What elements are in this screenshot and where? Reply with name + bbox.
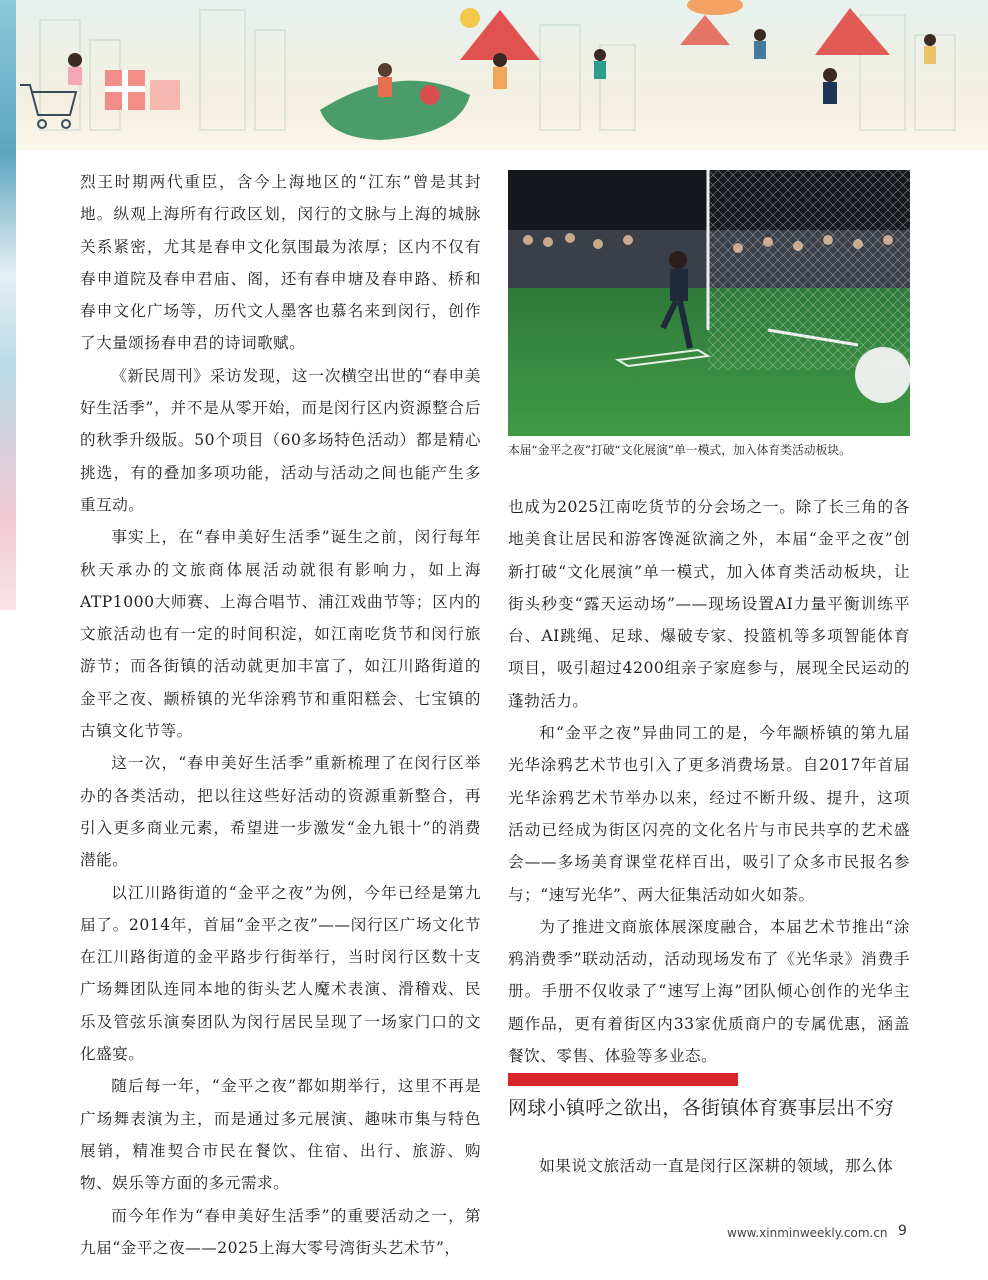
page-number: 9: [898, 1223, 907, 1239]
section-heading: 网球小镇呼之欲出，各街镇体育赛事层出不穷: [508, 1097, 895, 1119]
paragraph: 和“金平之夜”异曲同工的是，今年颛桥镇的第九届光华涂鸦艺术节也引入了更多消费场景。自2017年首届光华涂鸦艺术节举办以来，经过不断升级、提升，这项活动已经成为街区闪亮的文化名片与市民共享的艺术盛会——多场美育课堂花样百出，吸引了众多市民报名参与；“速写光华”、两大征集活动如火如荼。: [508, 724, 910, 904]
paragraph: 也成为2025江南吃货节的分会场之一。除了长三角的各地美食让居民和游客馋涎欲滴之外，本届“金平之夜”创新打破“文化展演”单一模式，加入体育类活动板块，让街头秒变“露天运动场”——现场设置AI力量平衡训练平台、AI跳绳、足球、爆破专家、投篮机等多项智能体育项目，吸引超过4200组亲子家庭参与，展现全民运动的蓬勃活力。: [508, 498, 910, 710]
paragraph: 随后每一年，“金平之夜”都如期举行，这里不再是广场舞表演为主，而是通过多元展演、趣味市集与特色展销，精准契合市民在餐饮、住宿、出行、旅游、购物、娱乐等方面的多元需求。: [80, 1077, 481, 1193]
photo-caption: 本届“金平之夜”打破“文化展演”单一模式，加入体育类活动板块。: [508, 443, 851, 457]
section-body: [508, 1150, 910, 1182]
paragraph: 如果说文旅活动一直是闵行区深耕的领域，那么体: [539, 1157, 894, 1175]
section-accent-bar: [508, 1073, 738, 1086]
article-photo: [508, 170, 910, 436]
header-illustration: [0, 0, 988, 150]
left-edge-decoration: [0, 0, 16, 610]
article-right-column: [508, 491, 910, 1072]
football-kick-photo-icon: [508, 170, 910, 436]
paragraph: 烈王时期两代重臣，含今上海地区的“江东”曾是其封地。纵观上海所有行政区划，闵行的文脉与上海的城脉关系紧密，尤其是春申文化氛围最为浓厚；区内不仅有春申道院及春申君庙、阁，还有春申塘及春申路、桥和春申文化广场等，历代文人墨客也慕名来到闵行，创作了大量颂扬春申君的诗词歌赋。: [80, 173, 481, 353]
festival-scene-illustration: [0, 0, 988, 150]
paragraph: 以江川路街道的“金平之夜”为例，今年已经是第九届了。2014年，首届“金平之夜”——闵行区广场文化节在江川路街道的金平路步行街举行，当时闵行区数十支广场舞团队连同本地的街头艺人魔术表演、滑稽戏、民乐及管弦乐演奏团队为闵行居民呈现了一场家门口的文化盛宴。: [80, 883, 481, 1064]
footer-url: www.xinminweekly.com.cn: [727, 1226, 888, 1240]
article-left-column: [80, 166, 481, 1264]
paragraph: 这一次，“春申美好生活季”重新梳理了在闵行区举办的各类活动，把以往这些好活动的资源重新整合，再引入更多商业元素，希望进一步激发“金九银十”的消费潜能。: [80, 754, 481, 870]
paragraph: 而今年作为“春申美好生活季”的重要活动之一，第九届“金平之夜——2025上海大零号湾街头艺术节”，: [80, 1206, 481, 1257]
paragraph: 为了推进文商旅体展深度融合，本届艺术节推出“涂鸦消费季”联动活动，活动现场发布了《光华录》消费手册。手册不仅收录了“速写上海”团队倾心创作的光华主题作品，更有着街区内33家优质商户的专属优惠，涵盖餐饮、零售、体验等多业态。: [508, 917, 910, 1066]
paragraph: 事实上，在“春申美好生活季”诞生之前，闵行每年秋天承办的文旅商体展活动就很有影响力，如上海ATP1000大师赛、上海合唱节、浦江戏曲节等；区内的文旅活动也有一定的时间积淀，如江南吃货节和闵行旅游节；而各街镇的活动就更加丰富了，如江川路街道的金平之夜、颛桥镇的光华涂鸦节和重阳糕会、七宝镇的古镇文化节等。: [80, 528, 481, 741]
paragraph: 《新民周刊》采访发现，这一次横空出世的“春申美好生活季”，并不是从零开始，而是闵行区内资源整合后的秋季升级版。50个项目（60多场特色活动）都是精心挑选，有的叠加多项功能，活动与活动之间也能产生多重互动。: [80, 366, 481, 514]
